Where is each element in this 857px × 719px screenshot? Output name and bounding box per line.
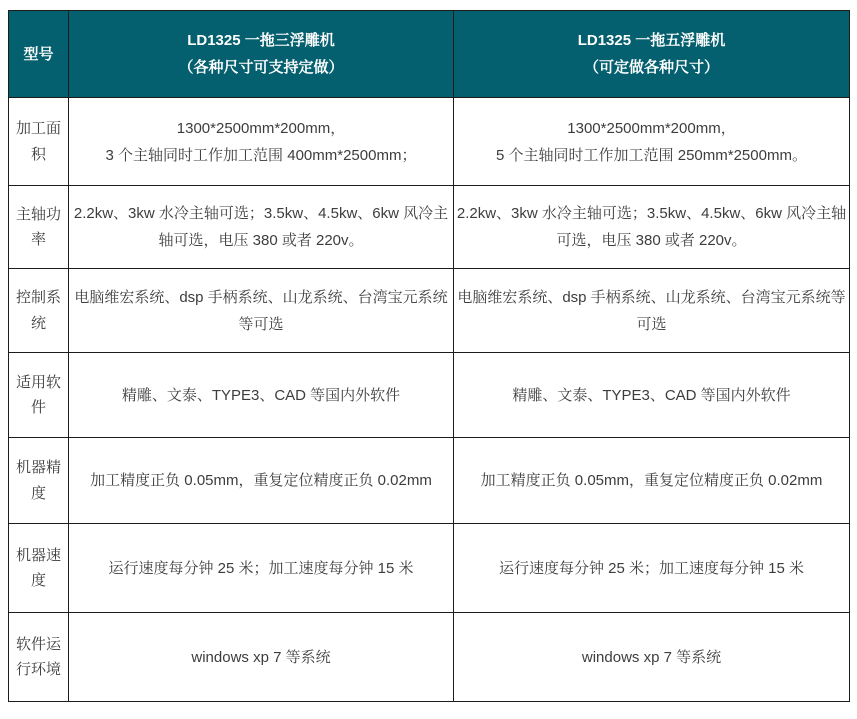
table-row-spindle-power xyxy=(9,186,850,269)
table-row-precision xyxy=(9,438,850,524)
row-label: 软件运行环境 xyxy=(9,613,69,702)
spec-cell: 精雕、文泰、TYPE3、CAD 等国内外软件 xyxy=(69,353,454,438)
spec-cell: 电脑维宏系统、dsp 手柄系统、山龙系统、台湾宝元系统等可选 xyxy=(69,269,454,353)
row-label: 加工面积 xyxy=(9,98,69,186)
table-header-row xyxy=(9,11,850,98)
row-label: 控制系统 xyxy=(9,269,69,353)
table-row-working-area xyxy=(9,98,850,186)
spec-cell: 加工精度正负 0.05mm，重复定位精度正负 0.02mm xyxy=(69,438,454,524)
spec-cell: windows xp 7 等系统 xyxy=(69,613,454,702)
row-label: 适用软件 xyxy=(9,353,69,438)
row-label: 机器速度 xyxy=(9,524,69,613)
spec-cell: 2.2kw、3kw 水冷主轴可选；3.5kw、4.5kw、6kw 风冷主轴可选，电压 380 或者 220v。 xyxy=(69,186,454,269)
spec-cell: 1300*2500mm*200mm， 3 个主轴同时工作加工范围 400mm*2500mm； xyxy=(69,98,454,186)
table-row-speed xyxy=(9,524,850,613)
spec-cell: 电脑维宏系统、dsp 手柄系统、山龙系统、台湾宝元系统等可选 xyxy=(454,269,850,353)
column-header-machine-1: LD1325 一拖三浮雕机 （各种尺寸可支持定做） xyxy=(69,11,454,98)
table-row-control-system xyxy=(9,269,850,353)
spec-cell: 2.2kw、3kw 水冷主轴可选；3.5kw、4.5kw、6kw 风冷主轴可选，电压 380 或者 220v。 xyxy=(454,186,850,269)
spec-cell: 运行速度每分钟 25 米；加工速度每分钟 15 米 xyxy=(69,524,454,613)
column-header-machine-2: LD1325 一拖五浮雕机 （可定做各种尺寸） xyxy=(454,11,850,98)
row-label: 主轴功率 xyxy=(9,186,69,269)
table-row-os-environment xyxy=(9,613,850,702)
table-row-software xyxy=(9,353,850,438)
row-label: 机器精度 xyxy=(9,438,69,524)
corner-header-model: 型号 xyxy=(9,11,69,98)
spec-cell: 1300*2500mm*200mm， 5 个主轴同时工作加工范围 250mm*2500mm。 xyxy=(454,98,850,186)
spec-cell: 运行速度每分钟 25 米；加工速度每分钟 15 米 xyxy=(454,524,850,613)
spec-cell: windows xp 7 等系统 xyxy=(454,613,850,702)
product-spec-table xyxy=(8,10,850,702)
spec-cell: 精雕、文泰、TYPE3、CAD 等国内外软件 xyxy=(454,353,850,438)
spec-cell: 加工精度正负 0.05mm，重复定位精度正负 0.02mm xyxy=(454,438,850,524)
